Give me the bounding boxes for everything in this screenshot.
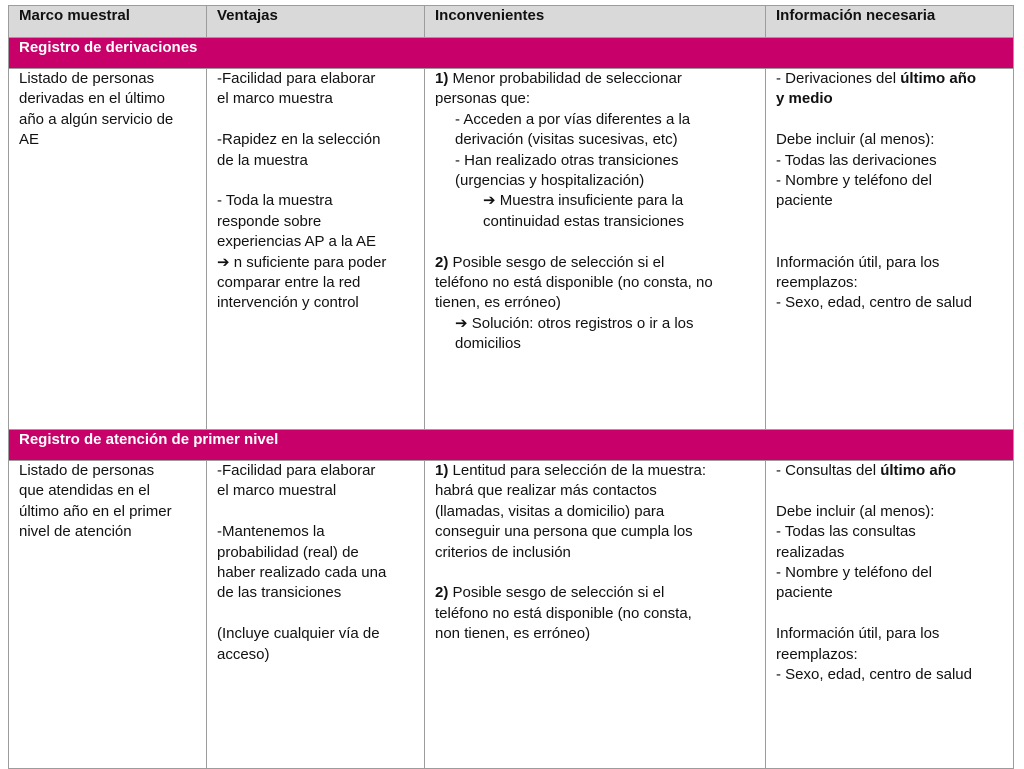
text-line: non tienen, es erróneo) [435, 625, 591, 643]
text-line: derivadas en el último [19, 90, 165, 108]
text-line: - Todas las consultas [776, 523, 916, 541]
ventajas-cell [207, 69, 425, 430]
text-line: -Mantenemos la [217, 523, 325, 541]
text-line: - Nombre y teléfono del [776, 172, 932, 190]
text-line: 1) Menor probabilidad de seleccionar [435, 70, 682, 87]
text-line: Debe incluir (al menos): [776, 131, 935, 149]
arrow-right-icon: ➔ [483, 192, 496, 210]
section-row-derivaciones [9, 38, 1014, 69]
text-line: 1) Lentitud para selección de la muestra: [435, 462, 706, 479]
text-line: - Acceden a por vías diferentes a la [455, 110, 691, 128]
table-row [9, 69, 1014, 430]
text-line: haber realizado cada una [217, 564, 387, 582]
ventajas-cell [207, 461, 425, 769]
informacion-cell [766, 69, 1014, 430]
text-line: ➔ n suficiente para poder [217, 253, 387, 271]
header-informacion: Información necesaria [766, 6, 1014, 38]
text-line: responde sobre [217, 212, 322, 230]
text-line: 2) Posible sesgo de selección si el [435, 253, 665, 271]
text-line: (urgencias y hospitalización) [455, 172, 645, 190]
text-line: año a algún servicio de [19, 110, 174, 128]
text-line: -Facilidad para elaborar [217, 462, 376, 479]
text-line: continuidad estas transiciones [483, 212, 684, 230]
text-line: - Nombre y teléfono del [776, 564, 932, 582]
text-line: Listado de personas [19, 70, 155, 87]
inconvenientes-cell [425, 461, 766, 769]
text-line: criterios de inclusión [435, 543, 571, 561]
text-line: Información útil, para los [776, 253, 940, 271]
text-line: -Rapidez en la selección [217, 131, 381, 149]
arrow-right-icon: ➔ [455, 314, 468, 332]
text-line: - Sexo, edad, centro de salud [776, 294, 972, 312]
sampling-frame-table [8, 5, 1014, 769]
text-line: (Incluye cualquier vía de [217, 625, 380, 643]
text-line: Listado de personas [19, 462, 155, 479]
marco-cell [9, 69, 207, 430]
text-line: de las transiciones [217, 584, 342, 602]
text-line: domicilios [455, 335, 521, 353]
text-line: - Derivaciones del último año [776, 70, 977, 87]
text-line: paciente [776, 192, 833, 210]
text-line: habrá que realizar más contactos [435, 482, 657, 500]
text-line: tienen, es erróneo) [435, 294, 561, 312]
section-title: Registro de atención de primer nivel [9, 430, 1014, 461]
text-line: - Sexo, edad, centro de salud [776, 666, 972, 684]
table-row [9, 461, 1014, 769]
header-marco: Marco muestral [9, 6, 207, 38]
text-line: - Consultas del último año [776, 462, 957, 479]
text-line: acceso) [217, 645, 270, 663]
text-line: el marco muestral [217, 482, 337, 500]
section-title: Registro de derivaciones [9, 38, 1014, 69]
text-line: y medio [776, 90, 833, 108]
text-line: ➔ Muestra insuficiente para la [483, 192, 684, 210]
text-line: reemplazos: [776, 645, 858, 663]
text-line: - Toda la muestra [217, 192, 333, 210]
header-row [9, 6, 1014, 38]
text-line: que atendidas en el [19, 482, 150, 500]
text-line: personas que: [435, 90, 531, 108]
text-line: intervención y control [217, 294, 359, 312]
text-line: conseguir una persona que cumpla los [435, 523, 693, 541]
text-line: ➔ Solución: otros registros o ir a los [455, 314, 694, 332]
text-line: comparar entre la red [217, 274, 361, 292]
informacion-cell [766, 461, 1014, 769]
text-line: teléfono no está disponible (no consta, no [435, 274, 713, 292]
text-line: -Facilidad para elaborar [217, 70, 376, 87]
text-line: (llamadas, visitas a domicilio) para [435, 502, 665, 520]
header-inconvenientes: Inconvenientes [425, 6, 766, 38]
text-line: Información útil, para los [776, 625, 940, 643]
text-line: reemplazos: [776, 274, 858, 292]
text-line: el marco muestra [217, 90, 333, 108]
text-line: AE [19, 131, 40, 149]
text-line: - Todas las derivaciones [776, 151, 937, 169]
text-line: probabilidad (real) de [217, 543, 359, 561]
text-line: Debe incluir (al menos): [776, 502, 935, 520]
text-line: de la muestra [217, 151, 308, 169]
text-line: experiencias AP a la AE [217, 233, 376, 251]
text-line: realizadas [776, 543, 845, 561]
text-line: 2) Posible sesgo de selección si el [435, 584, 665, 602]
marco-cell [9, 461, 207, 769]
text-line: derivación (visitas sucesivas, etc) [455, 131, 678, 149]
text-line: teléfono no está disponible (no consta, [435, 604, 692, 622]
text-line: paciente [776, 584, 833, 602]
inconvenientes-cell [425, 69, 766, 430]
text-line: nivel de atención [19, 523, 132, 541]
text-line: último año en el primer [19, 502, 172, 520]
arrow-right-icon: ➔ [217, 253, 230, 271]
section-row-primer-nivel [9, 430, 1014, 461]
header-ventajas: Ventajas [207, 6, 425, 38]
text-line: - Han realizado otras transiciones [455, 151, 679, 169]
